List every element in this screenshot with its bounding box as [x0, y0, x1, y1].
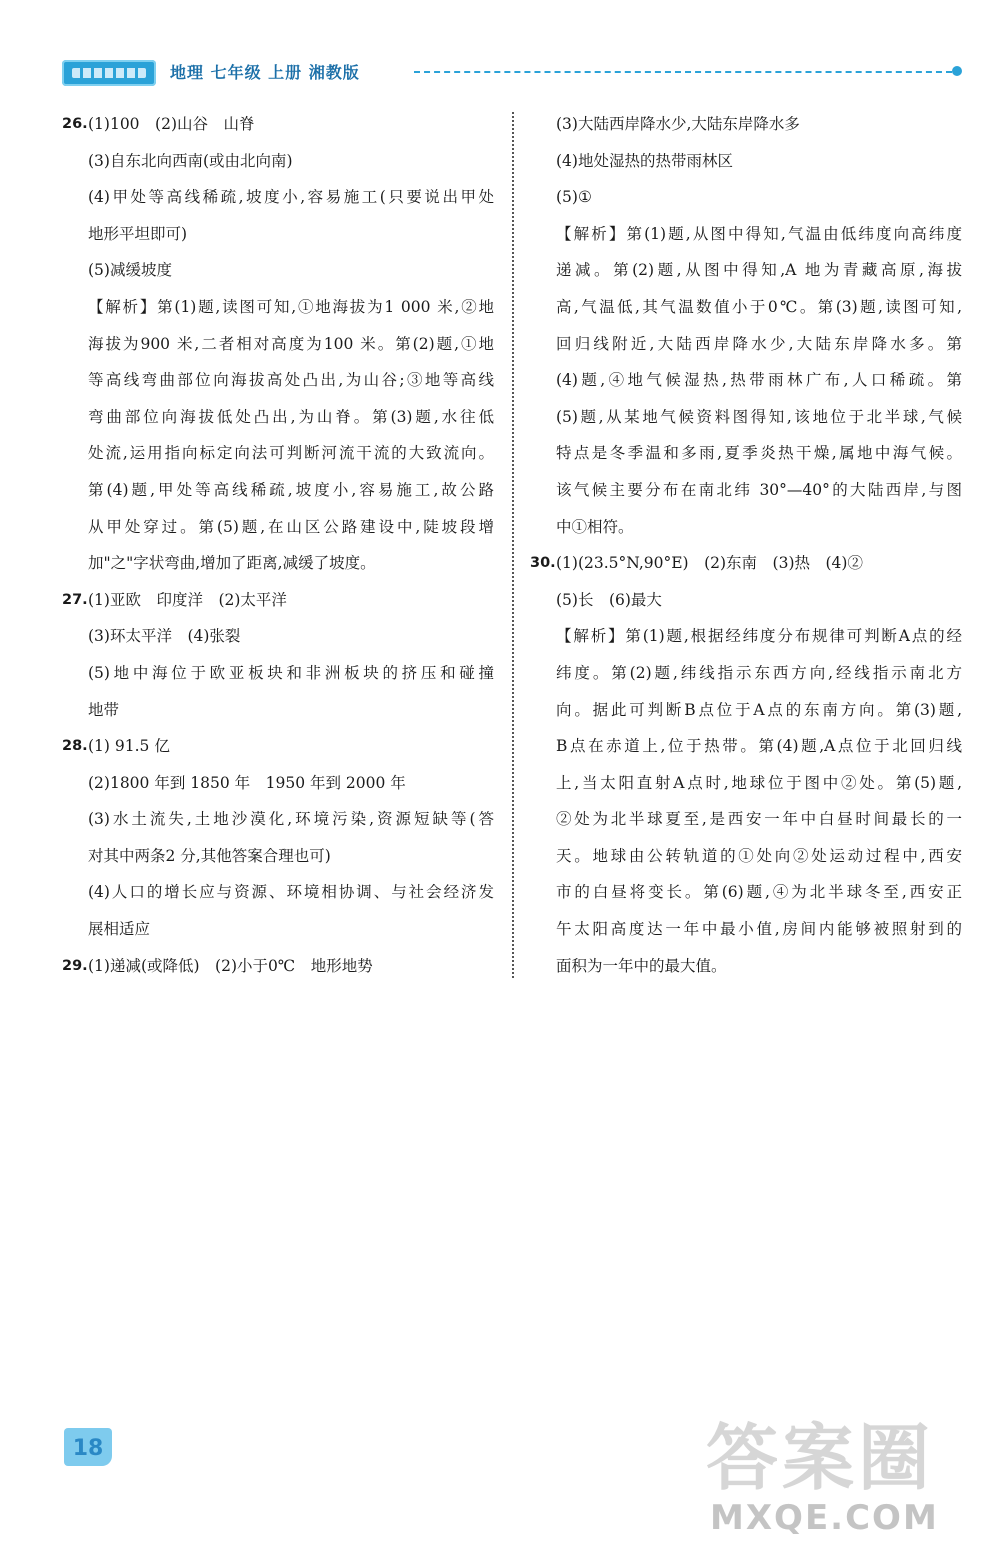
- question-number: 29.: [62, 957, 88, 974]
- analysis-line: 递减。第(2)题,从图中得知,A 地为青藏高原,海拔: [556, 261, 962, 280]
- analysis-line: 处流,运用指向标定向法可判断河流干流的大致流向。: [88, 444, 494, 463]
- analysis-line: 市的白昼将变长。第(6)题,④为北半球冬至,西安正: [556, 883, 962, 902]
- analysis-line: 海拔为900 米,二者相对高度为100 米。第(2)题,①地: [88, 334, 494, 353]
- answer-line: 展相适应: [88, 920, 151, 939]
- analysis-line: 中①相符。: [556, 517, 634, 536]
- analysis-line: 向。据此可判断B点位于A点的东南方向。第(3)题,: [556, 700, 962, 719]
- answer-line: (1)100 (2)山谷 山脊: [88, 115, 255, 133]
- analysis-line: (5)题,从某地气候资料图得知,该地位于北半球,气候: [556, 407, 962, 426]
- series-logo-badge: [62, 60, 156, 86]
- answer-27: [62, 582, 494, 728]
- answer-30: [530, 545, 962, 984]
- answer-line: (5)①: [556, 188, 592, 207]
- page-number: 18: [72, 1436, 104, 1461]
- analysis-line: ②处为北半球夏至,是西安一年中白昼时间最长的一: [556, 810, 962, 829]
- analysis-line: 【解析】第(1)题,从图中得知,气温由低纬度向高纬度: [556, 224, 962, 243]
- answer-28: [62, 728, 494, 948]
- analysis-line: 午太阳高度达一年中最小值,房间内能够被照射到的: [556, 920, 962, 939]
- answer-29-continued: [530, 106, 962, 545]
- analysis-line: 特点是冬季温和多雨,夏季炎热干燥,属地中海气候。: [556, 444, 962, 463]
- answer-line: (4)地处湿热的热带雨林区: [556, 151, 733, 170]
- book-title: 地理 七年级 上册 湘教版: [170, 63, 360, 82]
- answer-line: (3)大陆西岸降水少,大陆东岸降水多: [556, 115, 800, 133]
- answer-29: [62, 948, 494, 985]
- answer-line: 对其中两条2 分,其他答案合理也可): [88, 846, 331, 865]
- analysis-line: 纬度。第(2)题,纬线指示东西方向,经线指示南北方: [556, 663, 962, 682]
- answer-line: (5)地中海位于欧亚板块和非洲板块的挤压和碰撞: [88, 663, 494, 682]
- analysis-line: 弯曲部位向海拔低处凸出,为山脊。第(3)题,水往低: [88, 407, 494, 426]
- answer-line: (3)环太平洋 (4)张裂: [88, 627, 241, 646]
- answer-line: (1)递减(或降低) (2)小于0℃ 地形地势: [88, 956, 373, 975]
- answer-line: (5)减缓坡度: [88, 261, 172, 280]
- watermark: [700, 1400, 970, 1540]
- answer-line: 地带: [88, 700, 120, 719]
- right-column: [530, 106, 962, 984]
- analysis-line: 等高线弯曲部位向海拔高处凸出,为山谷;③地等高线: [88, 371, 494, 390]
- answer-line: (5)长 (6)最大: [556, 590, 662, 609]
- answer-line: 地形平坦即可): [88, 224, 188, 243]
- answer-line: (2)1800 年到 1850 年 1950 年到 2000 年: [88, 773, 406, 792]
- analysis-line: 第(4)题,甲处等高线稀疏,坡度小,容易施工,故公路: [88, 480, 494, 499]
- analysis-line: 加"之"字状弯曲,增加了距离,减缓了坡度。: [88, 554, 376, 573]
- answer-line: (4)人口的增长应与资源、环境相协调、与社会经济发: [88, 883, 494, 902]
- analysis-line: 从甲处穿过。第(5)题,在山区公路建设中,陡坡段增: [88, 517, 494, 536]
- answer-line: (1) 91.5 亿: [88, 737, 170, 756]
- analysis-line: (4)题,④地气候湿热,热带雨林广布,人口稀疏。第: [556, 371, 962, 390]
- page-number-badge: [64, 1428, 112, 1466]
- analysis-line: 上,当太阳直射A点时,地球位于图中②处。第(5)题,: [556, 773, 962, 792]
- question-number: 28.: [62, 738, 88, 755]
- header-dashed-rule: [414, 71, 952, 73]
- left-column: [62, 106, 494, 984]
- analysis-line: 天。地球由公转轨道的①处向②处运动过程中,西安: [556, 846, 962, 865]
- answer-line: (3)水土流失,土地沙漠化,环境污染,资源短缺等(答: [88, 810, 494, 829]
- analysis-line: 高,气温低,其气温数值小于0℃。第(3)题,读图可知,: [556, 297, 962, 316]
- question-number: 26.: [62, 116, 88, 132]
- watermark-url: MXQE.COM: [710, 1498, 939, 1538]
- header-dot-icon: [952, 66, 962, 76]
- analysis-line: 【解析】第(1)题,读图可知,①地海拔为1 000 米,②地: [88, 297, 494, 316]
- analysis-line: 面积为一年中的最大值。: [556, 956, 727, 975]
- analysis-line: 【解析】第(1)题,根据经纬度分布规律可判断A点的经: [556, 627, 962, 646]
- page-header: [62, 60, 962, 86]
- question-number: 27.: [62, 591, 88, 608]
- answer-line: (3)自东北向西南(或由北向南): [88, 151, 293, 170]
- answer-line: (1)(23.5°N,90°E) (2)东南 (3)热 (4)②: [556, 554, 863, 573]
- analysis-line: 回归线附近,大陆西岸降水少,大陆东岸降水多。第: [556, 334, 962, 353]
- answer-line: (4)甲处等高线稀疏,坡度小,容易施工(只要说出甲处: [88, 188, 494, 207]
- answer-line: (1)亚欧 印度洋 (2)太平洋: [88, 590, 287, 609]
- column-divider: [512, 112, 514, 978]
- analysis-line: 该气候主要分布在南北纬 30°—40°的大陆西岸,与图: [556, 480, 962, 499]
- watermark-logo: 答案圈: [706, 1416, 935, 1500]
- question-number: 30.: [530, 555, 556, 572]
- answer-26: [62, 106, 494, 582]
- analysis-line: B点在赤道上,位于热带。第(4)题,A点位于北回归线: [556, 737, 962, 756]
